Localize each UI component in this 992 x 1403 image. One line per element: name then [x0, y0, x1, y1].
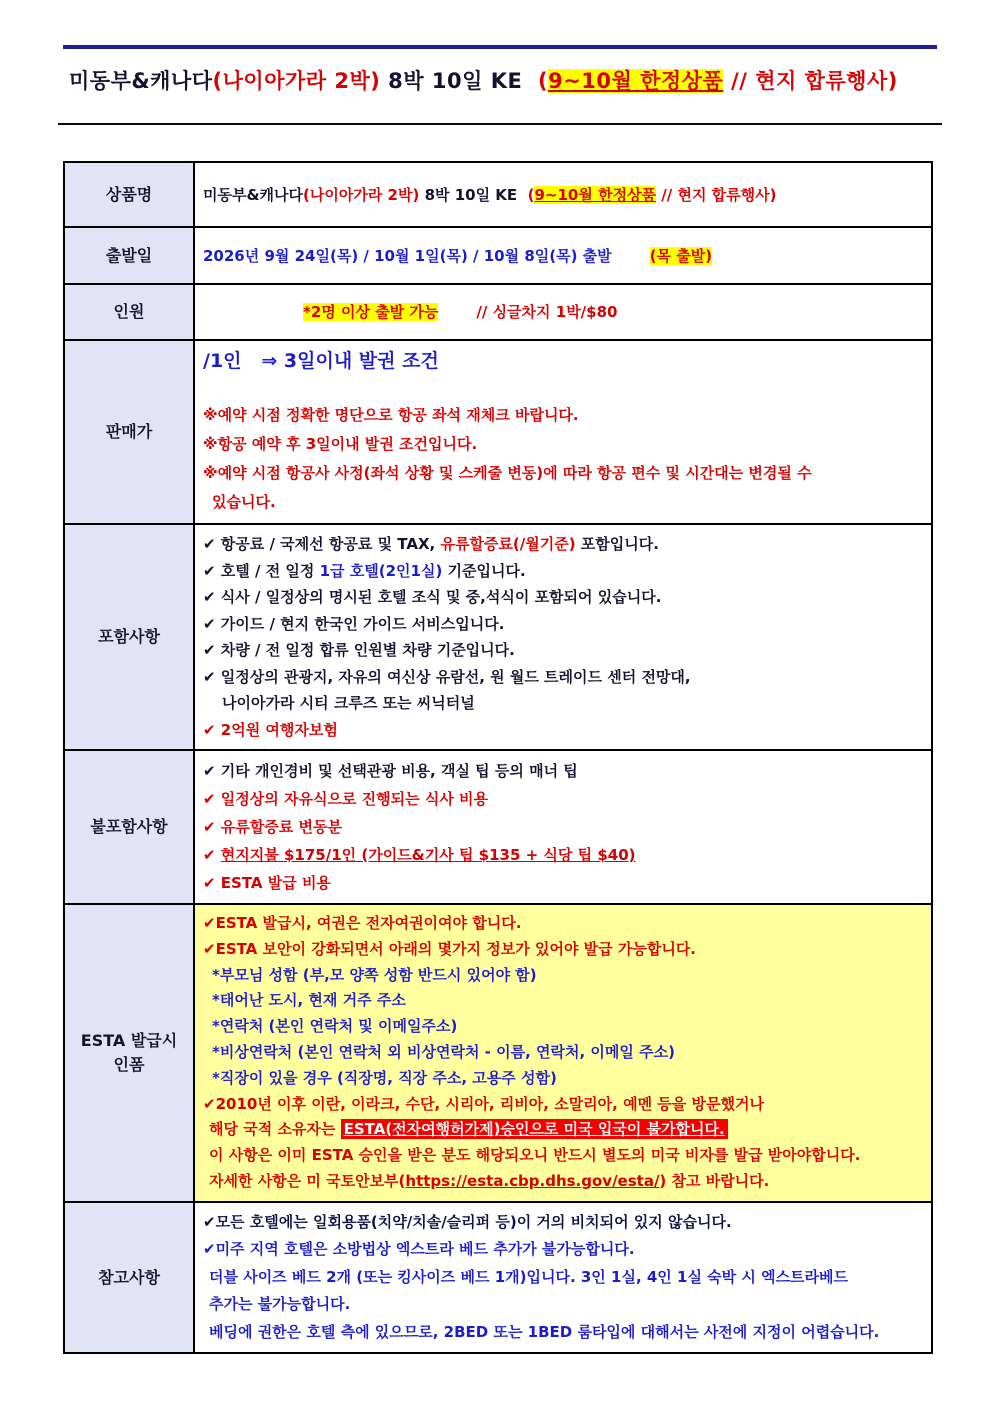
- remark-item-continuation: 추가는 불가능합니다.: [209, 1295, 351, 1314]
- title-region: 미동부&캐나다: [69, 69, 213, 93]
- min-pax-highlight: *2명 이상 출발 가능: [303, 303, 439, 321]
- product-duration: 8박 10일 KE: [419, 185, 523, 204]
- row-label-included: 포함사항: [64, 524, 194, 750]
- excluded-item: ✔ ESTA 발급 비용: [203, 874, 331, 892]
- row-label-esta-info: [64, 904, 194, 1202]
- included-item: ✔ 차량 / 전 일정 합류 인원별 차량 기준입니다.: [203, 641, 515, 659]
- row-label-price: 판매가: [64, 340, 194, 524]
- row-label-departure-date: 출발일: [64, 227, 194, 284]
- included-item-tail: 기준입니다.: [442, 561, 526, 580]
- excluded-local-payment: 현지지불 $175/1인 (가이드&기사 팁 $135 + 식당 팁 $40): [220, 846, 636, 864]
- table-row-departure-date: [64, 227, 932, 284]
- row-label-excluded: 불포함사항: [64, 750, 194, 904]
- price-cell: [194, 340, 932, 524]
- table-row-excluded: [64, 750, 932, 904]
- row-label-pax: 인원: [64, 284, 194, 340]
- esta-dhs-tail: ) 참고 바랍니다.: [659, 1171, 770, 1190]
- included-item-tail: 포함입니다.: [575, 535, 659, 553]
- single-charge-note: // 싱글차지 1박/$80: [476, 303, 618, 321]
- title-duration: 8박 10일 KE: [380, 69, 531, 93]
- thursday-departure-badge: (목 출발): [649, 246, 713, 265]
- included-travel-insurance: ✔ 2억원 여행자보험: [203, 720, 338, 739]
- esta-dhs-link[interactable]: https://esta.cbp.dhs.gov/esta/: [405, 1171, 660, 1190]
- included-item: ✔ 가이드 / 현지 한국인 가이드 서비스입니다.: [203, 614, 505, 633]
- pax-cell: [194, 284, 932, 340]
- title-niagara: (나이아가라 2박): [212, 69, 381, 93]
- price-note: ※예약 시점 항공사 사정(좌석 상황 및 스케줄 변동)에 따라 항공 편수 및 시간대는 변경될 수: [203, 464, 812, 482]
- esta-warning-lead: 해당 국적 소유자는: [209, 1120, 341, 1139]
- excluded-item: ✔ 기타 개인경비 및 선택관광 비용, 객실 팁 등의 매너 팁: [203, 762, 578, 780]
- included-item-continuation: 나이아가라 시티 크루즈 또는 씨닉터널: [222, 694, 475, 712]
- esta-info-cell: [194, 904, 932, 1202]
- esta-note: ✔ESTA 보안이 강화되면서 아래의 몇가지 정보가 있어야 발급 가능합니다.: [203, 939, 697, 958]
- product-paren: (: [522, 185, 535, 204]
- table-row-included: [64, 524, 932, 750]
- esta-required-field: *부모님 성함 (부,모 양쪽 성함 반드시 있어야 함): [212, 965, 537, 984]
- departure-dates: 2026년 9월 24일(목) / 10월 1일(목) / 10월 8일(목) 출발: [203, 246, 612, 265]
- title-paren: (: [530, 69, 549, 93]
- price-note-continuation: 있습니다.: [212, 493, 276, 511]
- product-limited-offer-highlight: 9~10월 한정상품: [534, 185, 657, 204]
- included-item: ✔ 일정상의 관광지, 자유의 여신상 유람선, 원 월드 트레이드 센터 전망대,: [203, 667, 691, 686]
- included-item: ✔ 항공료 / 국제선 항공료 및 TAX,: [203, 535, 441, 553]
- excluded-item: ✔ 유류할증료 변동분: [203, 818, 342, 836]
- esta-required-field: *직장이 있을 경우 (직장명, 직장 주소, 고용주 성함): [212, 1068, 557, 1087]
- included-fuel-surcharge: 유류할증료(/월기준): [440, 535, 576, 553]
- table-row-price: [64, 340, 932, 524]
- included-cell: [194, 524, 932, 750]
- table-row-product-name: [64, 162, 932, 227]
- product-region: 미동부&캐나다: [203, 185, 304, 204]
- page-title: [69, 66, 937, 96]
- document-body: [63, 45, 937, 1354]
- remark-item: ✔모든 호텔에는 일회용품(치약/치솔/슬리퍼 등)이 거의 비치되어 있지 않습니다.: [203, 1212, 732, 1231]
- remark-item: 베딩에 권한은 호텔 측에 있으므로, 2BED 또는 1BED 룸타입에 대해서는 사전에 지정이 어렵습니다.: [209, 1322, 880, 1341]
- excluded-cell: [194, 750, 932, 904]
- esta-required-field: *비상연락처 (본인 연락처 외 비상연락처 - 이름, 연락처, 이메일 주소): [212, 1042, 675, 1061]
- table-row-esta-info: [64, 904, 932, 1202]
- top-divider-rule: [63, 45, 937, 49]
- esta-label-line1: ESTA 발급시: [80, 1030, 178, 1050]
- product-niagara: (나이아가라 2박): [303, 185, 420, 204]
- excluded-item: ✔ 일정상의 자유식으로 진행되는 식사 비용: [203, 790, 489, 808]
- esta-entry-denied-warning: ESTA(전자여행허가제)승인으로 미국 입국이 불가합니다.: [341, 1119, 728, 1139]
- esta-note: ✔ESTA 발급시, 여권은 전자여권이여야 합니다.: [203, 914, 522, 932]
- table-row-remarks: [64, 1202, 932, 1354]
- product-name-cell: [194, 162, 932, 227]
- departure-date-cell: [194, 227, 932, 284]
- title-underline-rule: [58, 123, 942, 125]
- title-local-join: // 현지 합류행사): [723, 69, 898, 93]
- esta-required-field: *연락처 (본인 연락처 및 이메일주소): [212, 1017, 458, 1036]
- esta-travel-ban-note: ✔2010년 이후 이란, 이라크, 수단, 시리아, 리비아, 소말리아, 예멘 등을 방문했거나: [203, 1094, 764, 1113]
- esta-visa-note: 이 사항은 이미 ESTA 승인을 받은 분도 해당되오니 반드시 별도의 미국 비자를 발급 받아야합니다.: [209, 1146, 861, 1165]
- price-note: ※항공 예약 후 3일이내 발권 조건입니다.: [203, 435, 478, 453]
- row-label-remarks: 참고사항: [64, 1202, 194, 1354]
- esta-dhs-lead: 자세한 사항은 미 국토안보부(: [209, 1171, 406, 1190]
- title-limited-offer-highlight: 9~10월 한정상품: [548, 69, 724, 93]
- esta-label-line2: 인폼: [113, 1054, 145, 1074]
- remarks-cell: [194, 1202, 932, 1354]
- included-hotel-class: 1급 호텔(2인1실): [319, 561, 443, 580]
- included-item: ✔ 호텔 / 전 일정: [203, 561, 320, 580]
- table-row-pax: [64, 284, 932, 340]
- remark-item: ✔미주 지역 호텔은 소방법상 엑스트라 베드 추가가 불가능합니다.: [203, 1240, 635, 1259]
- product-info-table: [63, 161, 933, 1354]
- row-label-product-name: 상품명: [64, 162, 194, 227]
- excluded-check: ✔: [203, 846, 221, 864]
- esta-required-field: *태어난 도시, 현재 거주 주소: [212, 991, 406, 1010]
- included-item: ✔ 식사 / 일정상의 명시된 호텔 조식 및 중,석식이 포함되어 있습니다.: [203, 588, 662, 606]
- price-ticketing-condition: /1인 ⇒ 3일이내 발권 조건: [203, 350, 439, 372]
- price-note: ※예약 시점 정확한 명단으로 항공 좌석 재체크 바랍니다.: [203, 406, 579, 424]
- remark-item-continuation: 더블 사이즈 베드 2개 (또는 킹사이즈 베드 1개)입니다. 3인 1실, 4인 1실 숙박 시 엑스트라베드: [209, 1267, 849, 1286]
- product-local-join: // 현지 합류행사): [656, 185, 777, 204]
